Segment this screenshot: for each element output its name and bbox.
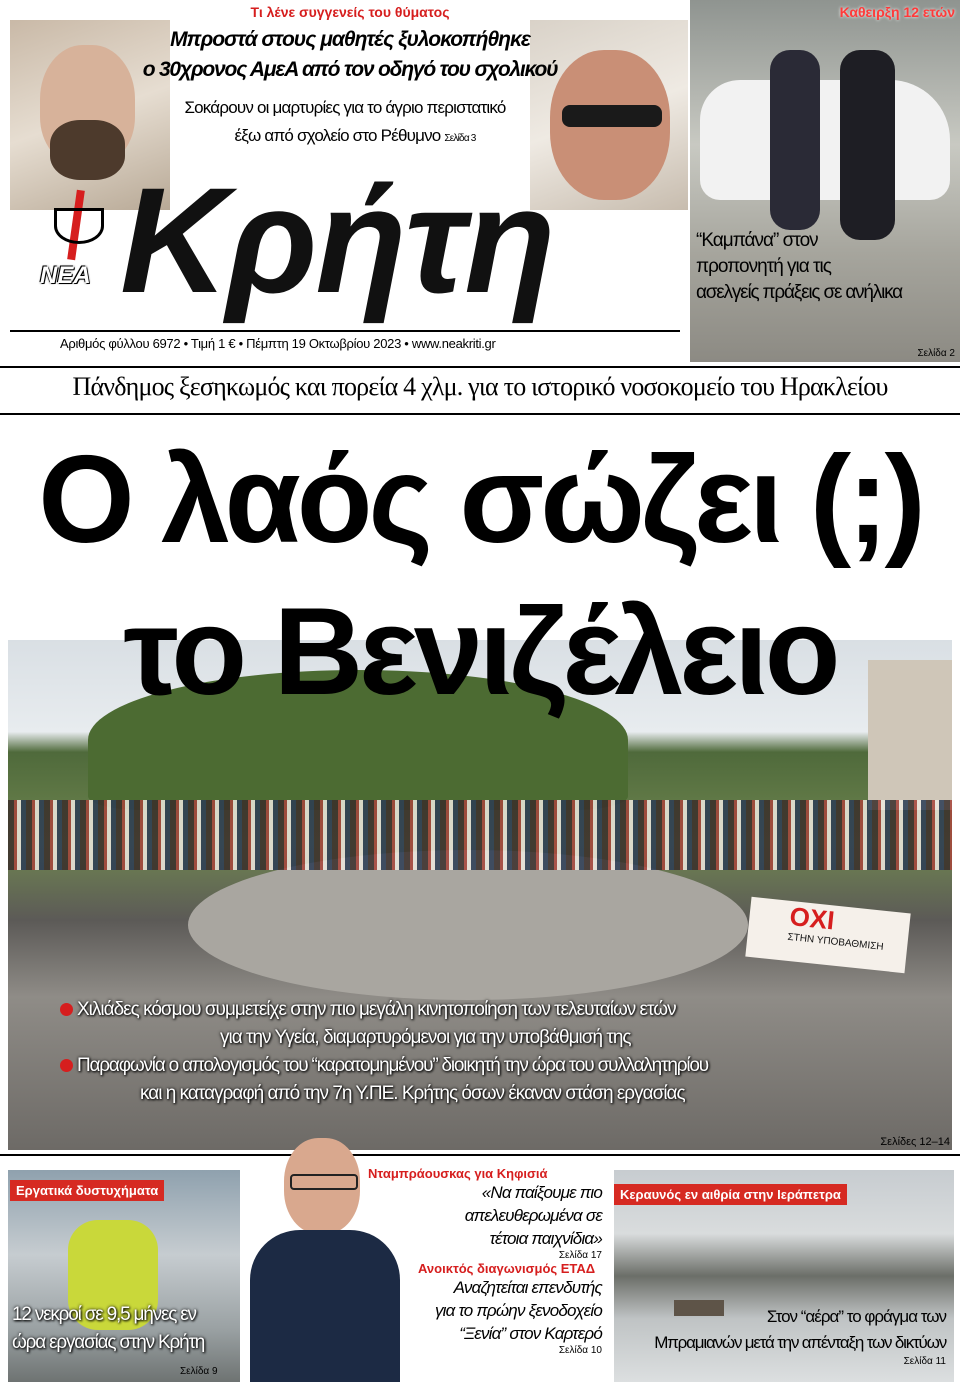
bullet1-line1-text: Χιλιάδες κόσμου συμμετείχε στην πιο μεγάλη κινητοποίηση των τελευταίων ετών: [77, 999, 676, 1020]
bottom-middle-page1: Σελίδα 17: [558, 1250, 602, 1261]
bullet-dot-icon: [60, 1003, 73, 1016]
main-pages: Σελίδες 12–14: [880, 1136, 950, 1148]
person-shape-2: [840, 50, 895, 240]
car-shape: [700, 80, 950, 200]
issue-line: Αριθμός φύλλου 6972 • Τιμή 1 € • Πέμπτη 19 Οκτωβρίου 2023 • www.neakriti.gr: [60, 336, 496, 351]
overline-rule: [0, 366, 960, 368]
crowd-band: [8, 800, 952, 870]
beard-shape: [50, 120, 125, 180]
top-story-sub-line2: [190, 126, 520, 146]
bottom-left-line2: ώρα εργασίας στην Κρήτη: [12, 1332, 205, 1353]
bottom-right-text: [620, 1304, 946, 1367]
masthead-rule: [10, 330, 680, 332]
bullet1-line2: για την Υγεία, διαμαρτυρόμενοι για την υποβάθμισή της: [220, 1027, 631, 1048]
right-story-line3: ασελγείς πράξεις σε ανήλικα: [696, 282, 902, 303]
logo-small: NEA: [40, 262, 91, 289]
masthead-emblem: [54, 190, 98, 260]
top-story-sub-line2-text: έξω από σχολείο στο Ρέθυμνο: [234, 126, 441, 145]
bottom-middle-line3: “Ξενία” στον Καρτερό: [459, 1324, 602, 1343]
bottom-left-page: Σελίδα 9: [180, 1366, 218, 1377]
book-icon: [54, 208, 104, 244]
main-headline-line1: Ο λαός σώζει (;): [38, 431, 922, 569]
top-story-sub-line1: Σοκάρουν οι μαρτυρίες για το άγριο περιστατικό: [184, 98, 506, 117]
right-story-line1: “Καμπάνα” στον: [696, 230, 818, 251]
coach-glasses: [290, 1174, 358, 1190]
right-story-photo: [690, 0, 960, 362]
bottom-left-line1: 12 νεκροί σε 9,5 μήνες εν: [12, 1304, 196, 1325]
bullet-dot-icon: [60, 1059, 73, 1072]
square-pavement: [188, 850, 748, 1000]
sunglasses: [562, 105, 662, 127]
main-bullets: [60, 996, 950, 1108]
top-story-title-line1: Μπροστά στους μαθητές ξυλοκοπήθηκε: [170, 28, 530, 51]
bottom-rule: [0, 1154, 960, 1156]
right-story-page: Σελίδα 2: [917, 348, 955, 359]
protest-banner: [745, 897, 910, 973]
bottom-middle: [362, 1166, 602, 1356]
banner-text-2: ΣΤΗΝ ΥΠΟΒΑΘΜΙΣΗ: [786, 931, 885, 953]
main-headline-line2: το Βενιζέλειο: [123, 583, 837, 721]
right-story-line2: προπονητή για τις: [696, 256, 831, 277]
bottom-left-label: Εργατικά δυστυχήματα: [10, 1180, 164, 1201]
main-overline: Πάνδημος ξεσηκωμός και πορεία 4 χλμ. για το ιστορικό νοσοκομείο του Ηρακλείου: [72, 372, 888, 401]
bottom-right-line1: Στον “αέρα” το φράγμα των: [766, 1307, 946, 1326]
bottom-middle-page2: Σελίδα 10: [558, 1345, 602, 1356]
bullet2-line1: [60, 1052, 950, 1080]
bullet2-line2: και η καταγραφή από την 7η Υ.ΠΕ. Κρήτης όσων έκαναν στάση εργασίας: [140, 1083, 685, 1104]
bottom-middle-quote3: τέτοια παιχνίδια»: [489, 1229, 602, 1248]
bottom-middle-line1: Αναζητείται επενδυτής: [453, 1278, 602, 1297]
bottom-middle-quote1: «Να παίξουμε πιο: [481, 1183, 602, 1202]
bottom-middle-quote2: απελευθερωμένα σε: [464, 1206, 602, 1225]
bullet1-line1: [60, 996, 950, 1024]
bottom-right-line2: Μπραμιανών μετά την απένταξη των δικτύων: [654, 1333, 946, 1352]
logo-big: Κρήτη: [120, 156, 554, 324]
right-story-kicker: Καθειρξη 12 ετών: [839, 4, 955, 20]
bottom-middle-line2: για το πρώην ξενοδοχείο: [434, 1301, 602, 1320]
top-story-kicker: Τι λένε συγγενείς του θύματος: [250, 4, 450, 20]
bottom-middle-kicker1: Νταμπράουσκας για Κηφισιά: [368, 1166, 548, 1181]
bottom-middle-kicker2: Ανοικτός διαγωνισμός ΕΤΑΔ: [418, 1261, 596, 1276]
banner-text-1: ΟΧΙ: [788, 900, 836, 936]
overline-rule-bottom: [0, 413, 960, 415]
top-story-title-line2: ο 30χρονος ΑμεΑ από τον οδηγό του σχολικού: [142, 58, 558, 81]
bottom-right-label: Κεραυνός εν αιθρία στην Ιεράπετρα: [614, 1184, 847, 1205]
person-shape-1: [770, 50, 820, 230]
bullet2-line1-text: Παραφωνία ο απολογισμός του “καρατομημένου” διοικητή την ώρα του συλλαλητηρίου: [77, 1055, 708, 1076]
top-story-page: Σελίδα 3: [444, 133, 476, 144]
right-story-text: [696, 228, 956, 306]
bottom-right-page: Σελίδα 11: [903, 1356, 946, 1367]
